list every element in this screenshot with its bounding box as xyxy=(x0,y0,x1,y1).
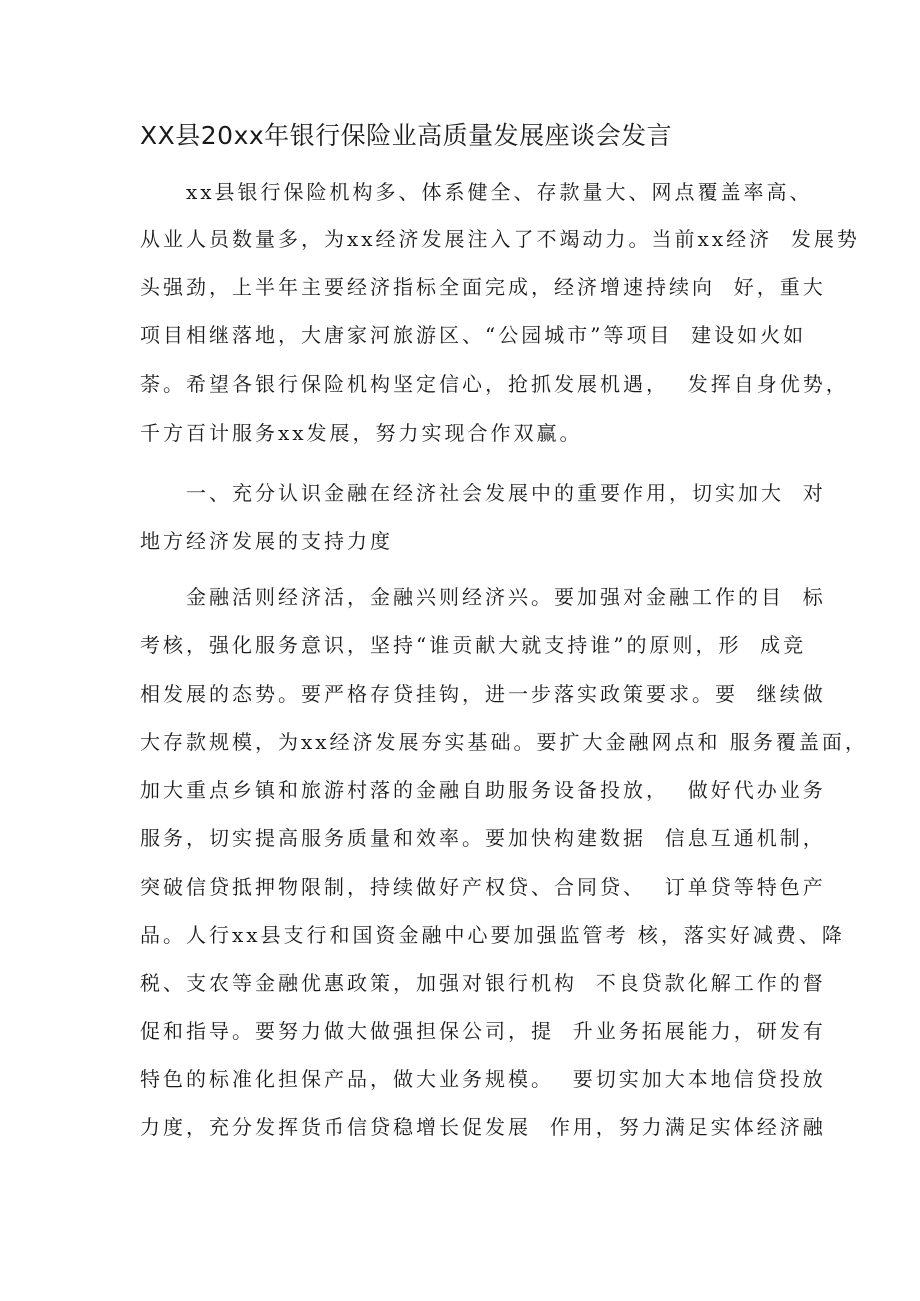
section-heading-line: 一、充分认识金融在经济社会发展中的重要作用，切实加大 对 xyxy=(186,481,826,505)
paragraph-line: 考核，强化服务意识，坚持“谁贡献大就支持谁”的原则，形 成竞 xyxy=(140,633,807,657)
paragraph-line: 相发展的态势。要严格存贷挂钩，进一步落实政策要求。要 继续做 xyxy=(140,682,826,706)
paragraph-line: 金融活则经济活，金融兴则经济兴。要加强对金融工作的目 标 xyxy=(186,585,826,609)
paragraph-line: 特色的标准化担保产品，做大业务规模。 要切实加大本地信贷投放 xyxy=(140,1067,826,1091)
paragraph-line: 加大重点乡镇和旅游村落的金融自助服务设备投放， 做好代办业务 xyxy=(140,778,826,802)
paragraph-line: 项目相继落地，大唐家河旅游区、“公园城市”等项目 建设如火如 xyxy=(140,323,807,347)
paragraph-line: 荼。希望各银行保险机构坚定信心，抢抓发展机遇， 发挥自身优势， xyxy=(140,372,849,396)
paragraph-line: 头强劲，上半年主要经济指标全面完成，经济增速持续向 好，重大 xyxy=(140,275,826,299)
paragraph-line: 税、支农等金融优惠政策，加强对银行机构 不良贷款化解工作的督 xyxy=(140,971,826,995)
paragraph-line: 大存款规模，为xx经济发展夯实基础。要扩大金融网点和 服务覆盖面， xyxy=(140,730,868,754)
paragraph-line: 力度，充分发挥货币信贷稳增长促发展 作用，努力满足实体经济融 xyxy=(140,1115,826,1139)
document-title: XX县20xx年银行保险业高质量发展座谈会发言 xyxy=(140,121,673,150)
paragraph-line: 突破信贷抵押物限制，持续做好产权贷、合同贷、 订单贷等特色产 xyxy=(140,875,826,899)
paragraph-line: xx县银行保险机构多、体系健全、存款量大、网点覆盖率高、 xyxy=(186,180,813,204)
paragraph-line: 从业人员数量多，为xx经济发展注入了不竭动力。当前xx经济 发展势 xyxy=(140,227,860,251)
paragraph-line: 促和指导。要努力做大做强担保公司，提 升业务拓展能力，研发有 xyxy=(140,1019,826,1043)
section-heading-line: 地方经济发展的支持力度 xyxy=(140,529,393,553)
paragraph-line: 千方百计服务xx发展，努力实现合作双赢。 xyxy=(140,421,583,445)
paragraph-line: 服务，切实提高服务质量和效率。要加快构建数据 信息互通机制， xyxy=(140,826,826,850)
paragraph-line: 品。人行xx县支行和国资金融中心要加强监管考 核，落实好减费、降 xyxy=(140,923,845,947)
